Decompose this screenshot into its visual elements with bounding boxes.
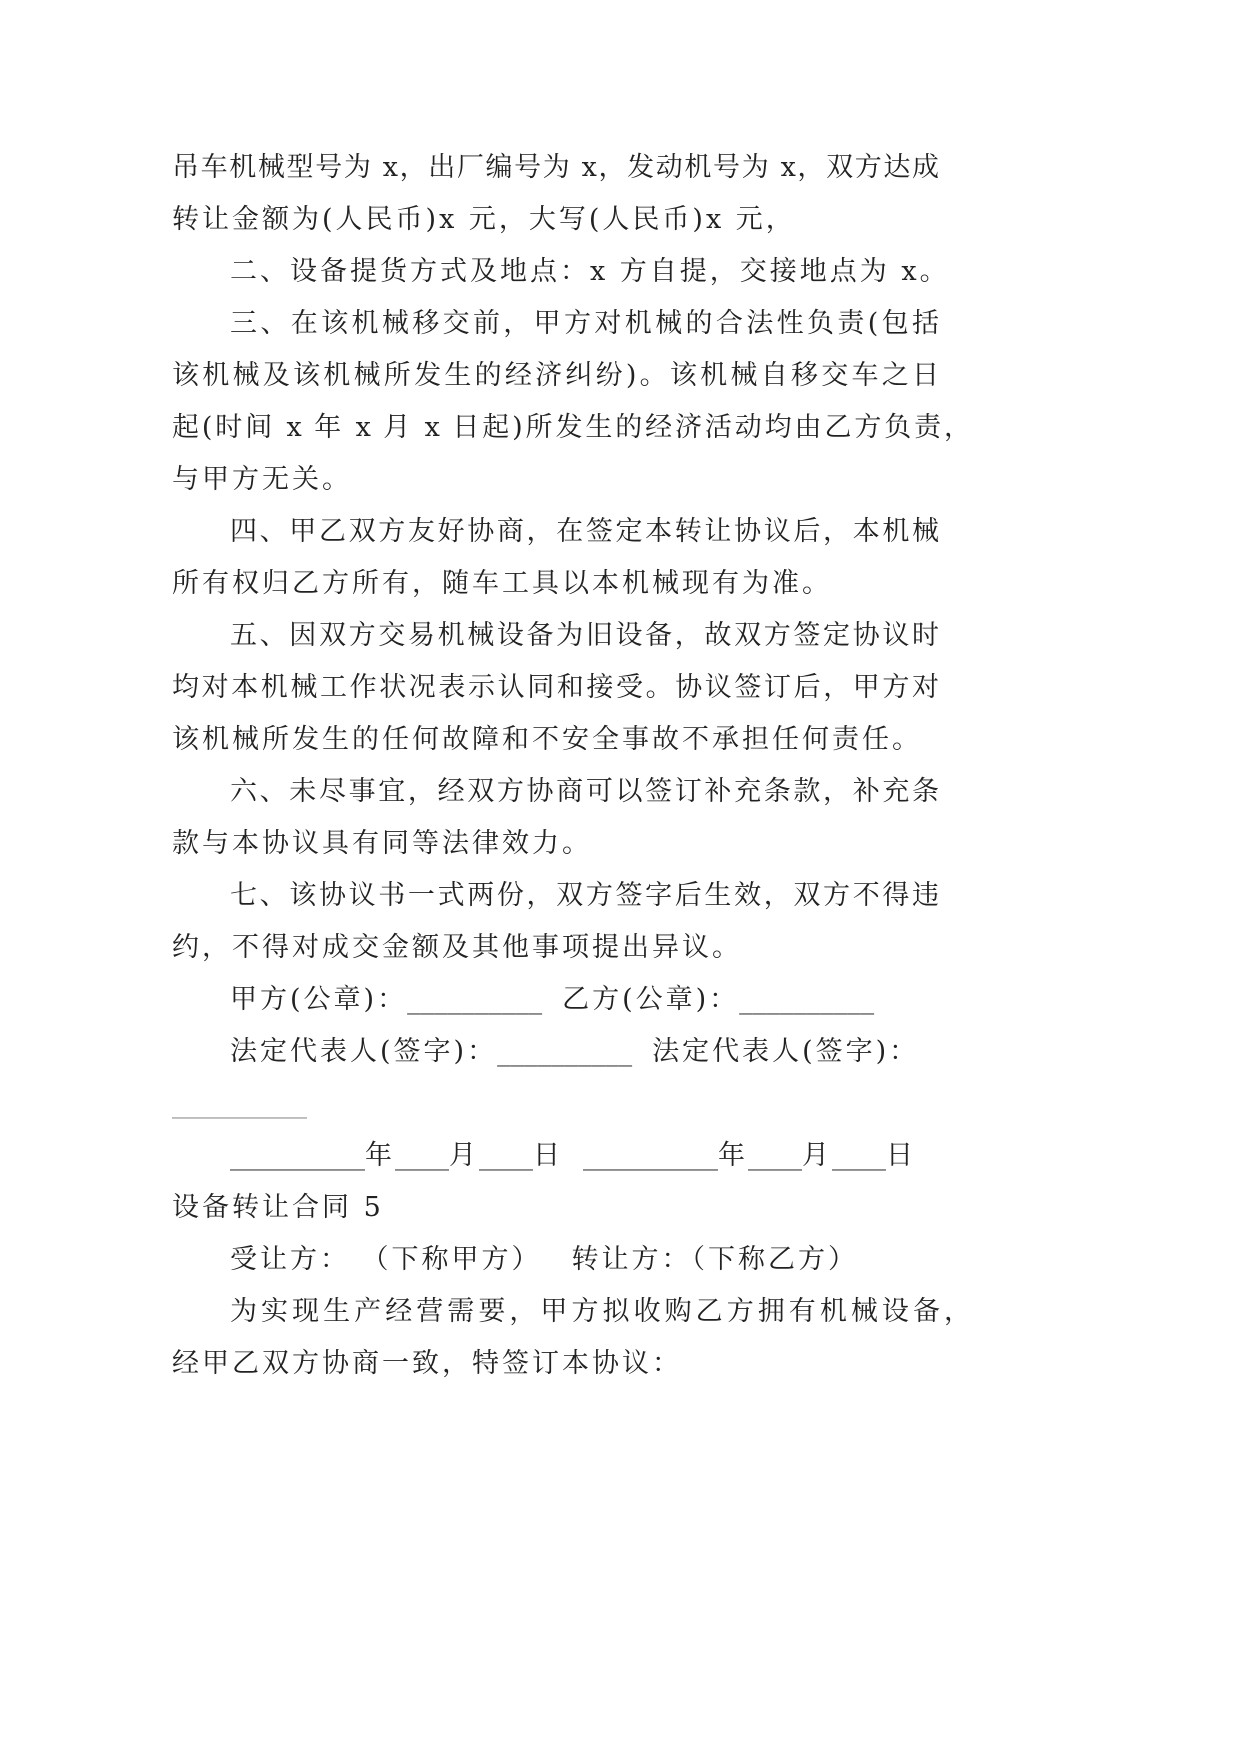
transferee-note: （下称甲方）	[375, 1244, 542, 1275]
clause-3-line-1: 三、在该机械移交前，甲方对机械的合法性负责(包括	[230, 308, 940, 339]
date-a-year-blank: __________	[230, 1140, 365, 1171]
transferor-label: 转让方：	[571, 1244, 692, 1275]
party-a-seal-label: 甲方(公章)：	[230, 984, 408, 1015]
date-a-year-label: 年	[365, 1140, 395, 1171]
party-b-seal-label: 乙方(公章)：	[562, 984, 740, 1015]
clause-5-line-1: 五、因双方交易机械设备为旧设备，故双方签定协议时	[230, 620, 940, 651]
date-b-day-label: 日	[886, 1140, 916, 1171]
date-b-month-blank: ____	[748, 1140, 802, 1171]
party-a-representative-label: 法定代表人(签字)：	[230, 1036, 498, 1067]
representative-row	[172, 1026, 940, 1078]
representative-row-continuation	[172, 1078, 940, 1130]
date-b-year-blank: __________	[583, 1140, 718, 1171]
date-a-month-blank: ____	[395, 1140, 449, 1171]
clause-7-line-2: 约，不得对成交金额及其他事项提出异议。	[172, 932, 742, 963]
clause-5-line-2: 均对本机械工作状况表示认同和接受。协议签订后，甲方对	[172, 672, 940, 703]
transferor-note: （下称乙方）	[691, 1244, 858, 1275]
contract-5-preamble-line-1: 为实现生产经营需要，甲方拟收购乙方拥有机械设备，	[230, 1296, 972, 1327]
party-a-seal-blank: __________	[407, 984, 543, 1015]
clause-3-line-4: 与甲方无关。	[172, 464, 352, 495]
clause-4-line-1: 四、甲乙双方友好协商，在签定本转让协议后，本机械	[230, 516, 940, 547]
contract-5-preamble-line-2: 经甲乙双方协商一致，特签订本协议：	[172, 1348, 682, 1379]
date-row	[172, 1130, 940, 1182]
date-b-year-label: 年	[718, 1140, 748, 1171]
clause-6-line-2: 款与本协议具有同等法律效力。	[172, 828, 592, 859]
clause-4-line-2: 所有权归乙方所有，随车工具以本机械现有为准。	[172, 568, 832, 599]
party-b-representative-blank: __________	[172, 1088, 307, 1119]
party-a-representative-blank: __________	[497, 1036, 633, 1067]
contract-5-parties-row	[172, 1234, 940, 1286]
clause-1-continuation-line-1: 吊车机械型号为 x，出厂编号为 x，发动机号为 x，双方达成	[172, 152, 940, 183]
party-b-representative-label: 法定代表人(签字)：	[652, 1036, 920, 1067]
seal-row	[172, 974, 940, 1026]
transferee-label: 受让方：	[230, 1244, 350, 1275]
clause-5-line-3: 该机械所发生的任何故障和不安全事故不承担任何责任。	[172, 724, 922, 755]
date-a-day-label: 日	[533, 1140, 563, 1171]
date-a-month-label: 月	[449, 1140, 479, 1171]
date-a-day-blank: ____	[479, 1140, 533, 1171]
clause-6-line-1: 六、未尽事宜，经双方协商可以签订补充条款，补充条	[230, 776, 940, 807]
clause-3-line-3: 起(时间 x 年 x 月 x 日起)所发生的经济活动均由乙方负责，	[172, 412, 972, 443]
date-b-day-blank: ____	[832, 1140, 886, 1171]
party-b-seal-blank: __________	[739, 984, 875, 1015]
clause-3-line-2: 该机械及该机械所发生的经济纠纷)。该机械自移交车之日	[172, 360, 940, 391]
document-body	[172, 142, 972, 1390]
clause-7-line-1: 七、该协议书一式两份，双方签字后生效，双方不得违	[230, 880, 940, 911]
clause-2: 二、设备提货方式及地点：x 方自提，交接地点为 x。	[230, 256, 950, 287]
contract-5-title: 设备转让合同 5	[172, 1192, 384, 1223]
date-b-month-label: 月	[802, 1140, 832, 1171]
clause-1-continuation-line-2: 转让金额为(人民币)x 元，大写(人民币)x 元，	[172, 204, 796, 235]
